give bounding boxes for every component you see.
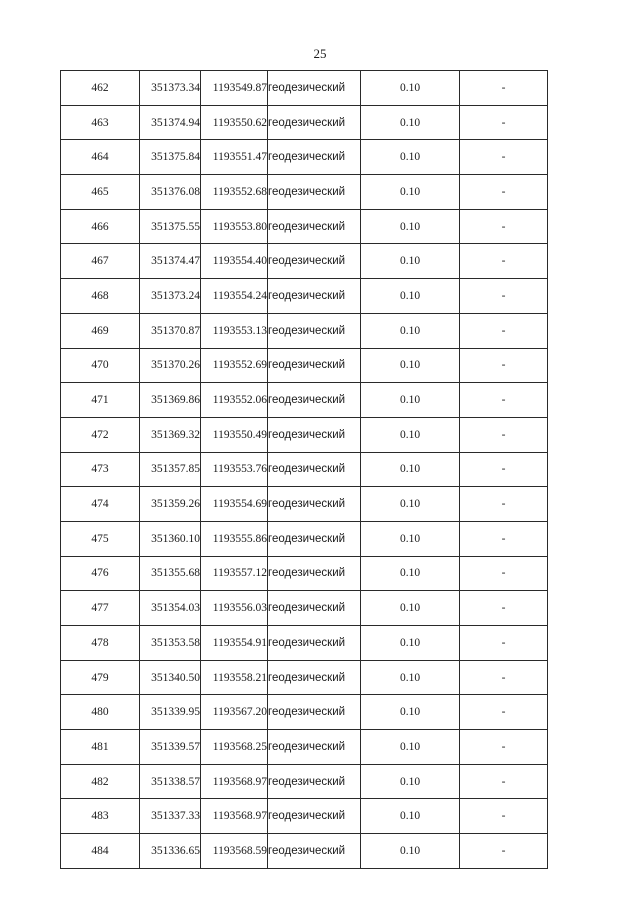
x-coordinate-cell: 351339.57 xyxy=(140,730,201,765)
accuracy-cell: 0.10 xyxy=(361,383,460,418)
table-row xyxy=(61,764,548,799)
table-row xyxy=(61,140,548,175)
x-coordinate-cell: 351369.32 xyxy=(140,417,201,452)
note-cell: - xyxy=(460,348,548,383)
table-row xyxy=(61,452,548,487)
table-row xyxy=(61,279,548,314)
y-coordinate-cell: 1193553.80 xyxy=(201,209,268,244)
point-number-cell: 476 xyxy=(61,556,140,591)
method-cell: геодезический xyxy=(268,764,361,799)
table-row xyxy=(61,591,548,626)
accuracy-cell: 0.10 xyxy=(361,626,460,661)
point-number-cell: 481 xyxy=(61,730,140,765)
note-cell: - xyxy=(460,834,548,869)
point-number-cell: 468 xyxy=(61,279,140,314)
accuracy-cell: 0.10 xyxy=(361,695,460,730)
x-coordinate-cell: 351373.34 xyxy=(140,71,201,106)
note-cell: - xyxy=(460,313,548,348)
accuracy-cell: 0.10 xyxy=(361,71,460,106)
point-number-cell: 482 xyxy=(61,764,140,799)
accuracy-cell: 0.10 xyxy=(361,556,460,591)
table-row xyxy=(61,730,548,765)
accuracy-cell: 0.10 xyxy=(361,175,460,210)
y-coordinate-cell: 1193552.69 xyxy=(201,348,268,383)
point-number-cell: 475 xyxy=(61,521,140,556)
y-coordinate-cell: 1193550.62 xyxy=(201,105,268,140)
note-cell: - xyxy=(460,244,548,279)
accuracy-cell: 0.10 xyxy=(361,209,460,244)
method-cell: геодезический xyxy=(268,695,361,730)
y-coordinate-cell: 1193568.25 xyxy=(201,730,268,765)
point-number-cell: 472 xyxy=(61,417,140,452)
note-cell: - xyxy=(460,452,548,487)
accuracy-cell: 0.10 xyxy=(361,521,460,556)
x-coordinate-cell: 351359.26 xyxy=(140,487,201,522)
table-row xyxy=(61,105,548,140)
point-number-cell: 478 xyxy=(61,626,140,661)
method-cell: геодезический xyxy=(268,279,361,314)
point-number-cell: 473 xyxy=(61,452,140,487)
coordinates-table xyxy=(60,70,548,869)
accuracy-cell: 0.10 xyxy=(361,140,460,175)
table-row xyxy=(61,521,548,556)
point-number-cell: 471 xyxy=(61,383,140,418)
point-number-cell: 484 xyxy=(61,834,140,869)
x-coordinate-cell: 351373.24 xyxy=(140,279,201,314)
method-cell: геодезический xyxy=(268,487,361,522)
method-cell: геодезический xyxy=(268,799,361,834)
method-cell: геодезический xyxy=(268,660,361,695)
table-row xyxy=(61,71,548,106)
note-cell: - xyxy=(460,383,548,418)
table-row xyxy=(61,695,548,730)
y-coordinate-cell: 1193568.97 xyxy=(201,799,268,834)
accuracy-cell: 0.10 xyxy=(361,348,460,383)
accuracy-cell: 0.10 xyxy=(361,313,460,348)
note-cell: - xyxy=(460,105,548,140)
accuracy-cell: 0.10 xyxy=(361,764,460,799)
y-coordinate-cell: 1193556.03 xyxy=(201,591,268,626)
y-coordinate-cell: 1193549.87 xyxy=(201,71,268,106)
accuracy-cell: 0.10 xyxy=(361,244,460,279)
note-cell: - xyxy=(460,799,548,834)
table-row xyxy=(61,383,548,418)
y-coordinate-cell: 1193557.12 xyxy=(201,556,268,591)
method-cell: геодезический xyxy=(268,175,361,210)
table-row xyxy=(61,556,548,591)
y-coordinate-cell: 1193555.86 xyxy=(201,521,268,556)
note-cell: - xyxy=(460,417,548,452)
point-number-cell: 479 xyxy=(61,660,140,695)
note-cell: - xyxy=(460,175,548,210)
y-coordinate-cell: 1193568.59 xyxy=(201,834,268,869)
note-cell: - xyxy=(460,556,548,591)
note-cell: - xyxy=(460,591,548,626)
note-cell: - xyxy=(460,71,548,106)
y-coordinate-cell: 1193551.47 xyxy=(201,140,268,175)
point-number-cell: 464 xyxy=(61,140,140,175)
table-row xyxy=(61,348,548,383)
y-coordinate-cell: 1193553.13 xyxy=(201,313,268,348)
x-coordinate-cell: 351353.58 xyxy=(140,626,201,661)
note-cell: - xyxy=(460,279,548,314)
x-coordinate-cell: 351370.26 xyxy=(140,348,201,383)
y-coordinate-cell: 1193552.68 xyxy=(201,175,268,210)
accuracy-cell: 0.10 xyxy=(361,730,460,765)
method-cell: геодезический xyxy=(268,417,361,452)
point-number-cell: 480 xyxy=(61,695,140,730)
table-row xyxy=(61,175,548,210)
x-coordinate-cell: 351355.68 xyxy=(140,556,201,591)
note-cell: - xyxy=(460,730,548,765)
note-cell: - xyxy=(460,521,548,556)
point-number-cell: 462 xyxy=(61,71,140,106)
x-coordinate-cell: 351360.10 xyxy=(140,521,201,556)
note-cell: - xyxy=(460,140,548,175)
x-coordinate-cell: 351374.47 xyxy=(140,244,201,279)
y-coordinate-cell: 1193554.24 xyxy=(201,279,268,314)
note-cell: - xyxy=(460,695,548,730)
method-cell: геодезический xyxy=(268,834,361,869)
table-row xyxy=(61,626,548,661)
accuracy-cell: 0.10 xyxy=(361,487,460,522)
method-cell: геодезический xyxy=(268,71,361,106)
note-cell: - xyxy=(460,626,548,661)
point-number-cell: 466 xyxy=(61,209,140,244)
accuracy-cell: 0.10 xyxy=(361,834,460,869)
method-cell: геодезический xyxy=(268,591,361,626)
y-coordinate-cell: 1193550.49 xyxy=(201,417,268,452)
point-number-cell: 469 xyxy=(61,313,140,348)
table-row xyxy=(61,244,548,279)
point-number-cell: 463 xyxy=(61,105,140,140)
y-coordinate-cell: 1193558.21 xyxy=(201,660,268,695)
table-row xyxy=(61,834,548,869)
accuracy-cell: 0.10 xyxy=(361,279,460,314)
method-cell: геодезический xyxy=(268,313,361,348)
method-cell: геодезический xyxy=(268,105,361,140)
accuracy-cell: 0.10 xyxy=(361,105,460,140)
accuracy-cell: 0.10 xyxy=(361,799,460,834)
y-coordinate-cell: 1193553.76 xyxy=(201,452,268,487)
point-number-cell: 483 xyxy=(61,799,140,834)
table-row xyxy=(61,799,548,834)
note-cell: - xyxy=(460,487,548,522)
x-coordinate-cell: 351354.03 xyxy=(140,591,201,626)
accuracy-cell: 0.10 xyxy=(361,417,460,452)
coordinates-table-body xyxy=(61,71,548,869)
note-cell: - xyxy=(460,660,548,695)
table-row xyxy=(61,660,548,695)
table-row xyxy=(61,487,548,522)
method-cell: геодезический xyxy=(268,521,361,556)
method-cell: геодезический xyxy=(268,730,361,765)
method-cell: геодезический xyxy=(268,140,361,175)
y-coordinate-cell: 1193554.40 xyxy=(201,244,268,279)
method-cell: геодезический xyxy=(268,626,361,661)
x-coordinate-cell: 351336.65 xyxy=(140,834,201,869)
x-coordinate-cell: 351339.95 xyxy=(140,695,201,730)
accuracy-cell: 0.10 xyxy=(361,452,460,487)
table-row xyxy=(61,313,548,348)
x-coordinate-cell: 351337.33 xyxy=(140,799,201,834)
x-coordinate-cell: 351369.86 xyxy=(140,383,201,418)
method-cell: геодезический xyxy=(268,556,361,591)
point-number-cell: 465 xyxy=(61,175,140,210)
y-coordinate-cell: 1193568.97 xyxy=(201,764,268,799)
x-coordinate-cell: 351374.94 xyxy=(140,105,201,140)
x-coordinate-cell: 351340.50 xyxy=(140,660,201,695)
method-cell: геодезический xyxy=(268,383,361,418)
page-number: 25 xyxy=(313,46,327,61)
x-coordinate-cell: 351376.08 xyxy=(140,175,201,210)
point-number-cell: 477 xyxy=(61,591,140,626)
y-coordinate-cell: 1193554.91 xyxy=(201,626,268,661)
method-cell: геодезический xyxy=(268,244,361,279)
x-coordinate-cell: 351357.85 xyxy=(140,452,201,487)
point-number-cell: 467 xyxy=(61,244,140,279)
point-number-cell: 470 xyxy=(61,348,140,383)
note-cell: - xyxy=(460,764,548,799)
y-coordinate-cell: 1193552.06 xyxy=(201,383,268,418)
accuracy-cell: 0.10 xyxy=(361,660,460,695)
note-cell: - xyxy=(460,209,548,244)
x-coordinate-cell: 351338.57 xyxy=(140,764,201,799)
x-coordinate-cell: 351370.87 xyxy=(140,313,201,348)
table-row xyxy=(61,417,548,452)
y-coordinate-cell: 1193567.20 xyxy=(201,695,268,730)
x-coordinate-cell: 351375.55 xyxy=(140,209,201,244)
table-row xyxy=(61,209,548,244)
method-cell: геодезический xyxy=(268,348,361,383)
method-cell: геодезический xyxy=(268,452,361,487)
y-coordinate-cell: 1193554.69 xyxy=(201,487,268,522)
point-number-cell: 474 xyxy=(61,487,140,522)
method-cell: геодезический xyxy=(268,209,361,244)
x-coordinate-cell: 351375.84 xyxy=(140,140,201,175)
accuracy-cell: 0.10 xyxy=(361,591,460,626)
